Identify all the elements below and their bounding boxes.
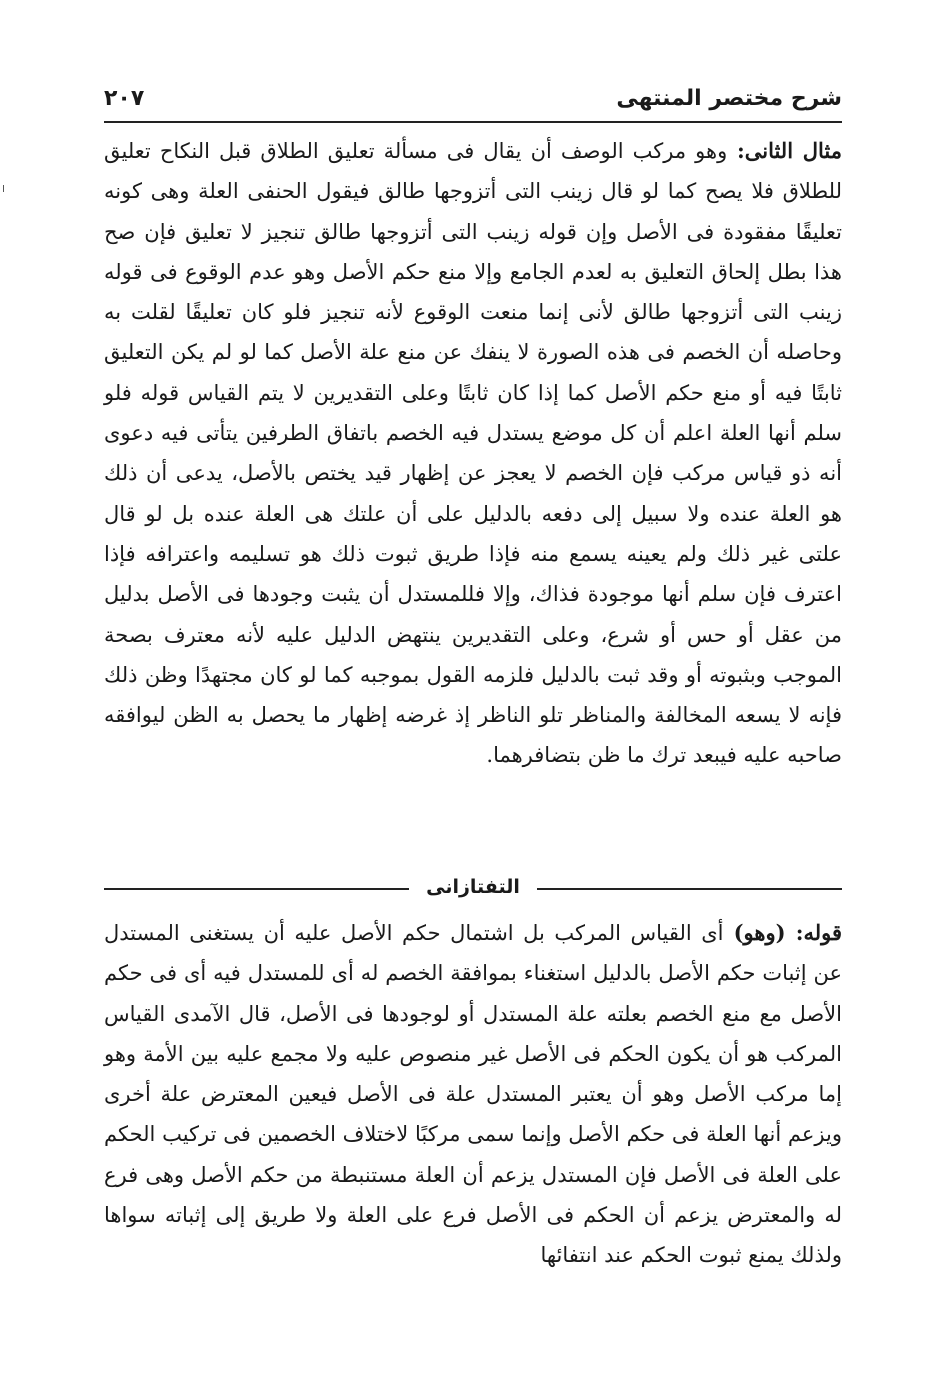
main-body: وهو مركب الوصف أن يقال فى مسألة تعليق الطلاق قبل النكاح تعليق للطلاق فلا يصح كما لو قال زينب التى أتزوجها طالق فيقول الحنفى العلة وهى كونه تعليقًا مفقودة فى الأصل وإن قوله زينب التى أتزوجها طالق تنجيز لا تعليق فإن صح هذا بطل إلحاق التعليق به لعدم الجامع وإلا منع حكم الأصل وهو عدم الوقوع فى قوله زينب التى أتزوجها طالق لأنى إنما منعت الوقوع لأنه تنجيز فلو كان تعليقًا لقلت به وحاصله أن الخصم فى هذه الصورة لا ينفك عن منع علة الأصل كما لو لم يكن التعليق ثابتًا فيه أو منع حكم الأصل كما إذا كان ثابتًا وعلى التقديرين لا يتم القياس قوله فلو سلم أنها العلة اعلم أن كل موضع يستدل فيه الخصم باتفاق الطرفين يتأتى فيه دعوى أنه ذو قياس مركب فإن الخصم لا يعجز عن إظهار قيد يختص بالأصل، يدعى أن ذلك هو العلة عنده ولا سبيل إلى دفعه بالدليل على أن علتك هى العلة عنده بل لو قال علتى غير ذلك ولم يعينه يسمع منه فإذا طريق ثبوت ذلك هو تسليمه واعترافه فإذا اعترف فإن سلم أنها موجودة فذاك، وإلا فللمستدل أن يثبت وجودها فى الأصل بدليل من عقل أو حس أو شرع، وعلى التقديرين ينتهض الدليل عليه لأنه معترف بصحة الموجب وبثبوته أو وقد ثبت بالدليل فلزمه القول بموجبه كما لو كان مجتهدًا وظن ذلك فإنه لا يسعه المخالفة والمناظر تلو الناظر إذ غرضه إظهار ما يحصل به الظن ليوافقه صاحبه عليه فيبعد ترك ما ظن بتضافرهما. — [104, 139, 842, 768]
commentator-heading: التفتازانى — [426, 876, 520, 898]
page-header — [104, 80, 842, 118]
margin-mark — [3, 185, 4, 192]
divider-line-left — [104, 888, 409, 890]
example-heading: مثال الثانى: — [727, 138, 842, 163]
header-rule — [104, 121, 842, 123]
running-title: شرح مختصر المنتهى — [616, 86, 842, 111]
commentary-quote: (وهو) — [723, 920, 786, 945]
section-divider — [104, 872, 842, 902]
commentary-lead: قوله: — [785, 920, 842, 945]
main-text — [104, 131, 842, 776]
divider-line-right — [537, 888, 842, 890]
commentary-body: أى القياس المركب بل اشتمال حكم الأصل عليه أن يستغنى المستدل عن إثبات حكم الأصل بالدليل استغناء بموافقة الخصم له أى للمستدل فيه أى فى حكم الأصل مع منع الخصم بعلته علة المستدل أو لوجودها فى الأصل، قال الآمدى القياس المركب هو أن يكون الحكم فى الأصل غير منصوص عليه ولا مجمع عليه بين الأمة وهو إما مركب الأصل وهو أن يعتبر المستدل علة فى الأصل فيعين المعترض علة أخرى ويزعم أنها العلة فى حكم الأصل وإنما سمى مركبًا لاختلاف الخصمين فى تركيب الحكم على العلة فى الأصل فإن المستدل يزعم أن العلة مستنبطة من حكم الأصل وهى فرع له والمعترض يزعم أن الحكم فى الأصل فرع على العلة ولا طريق إلى إثباته سواها ولذلك يمنع ثبوت الحكم عند انتفائها — [104, 921, 842, 1268]
commentary-text — [104, 913, 842, 1276]
page-number: ٢٠٧ — [104, 86, 145, 111]
